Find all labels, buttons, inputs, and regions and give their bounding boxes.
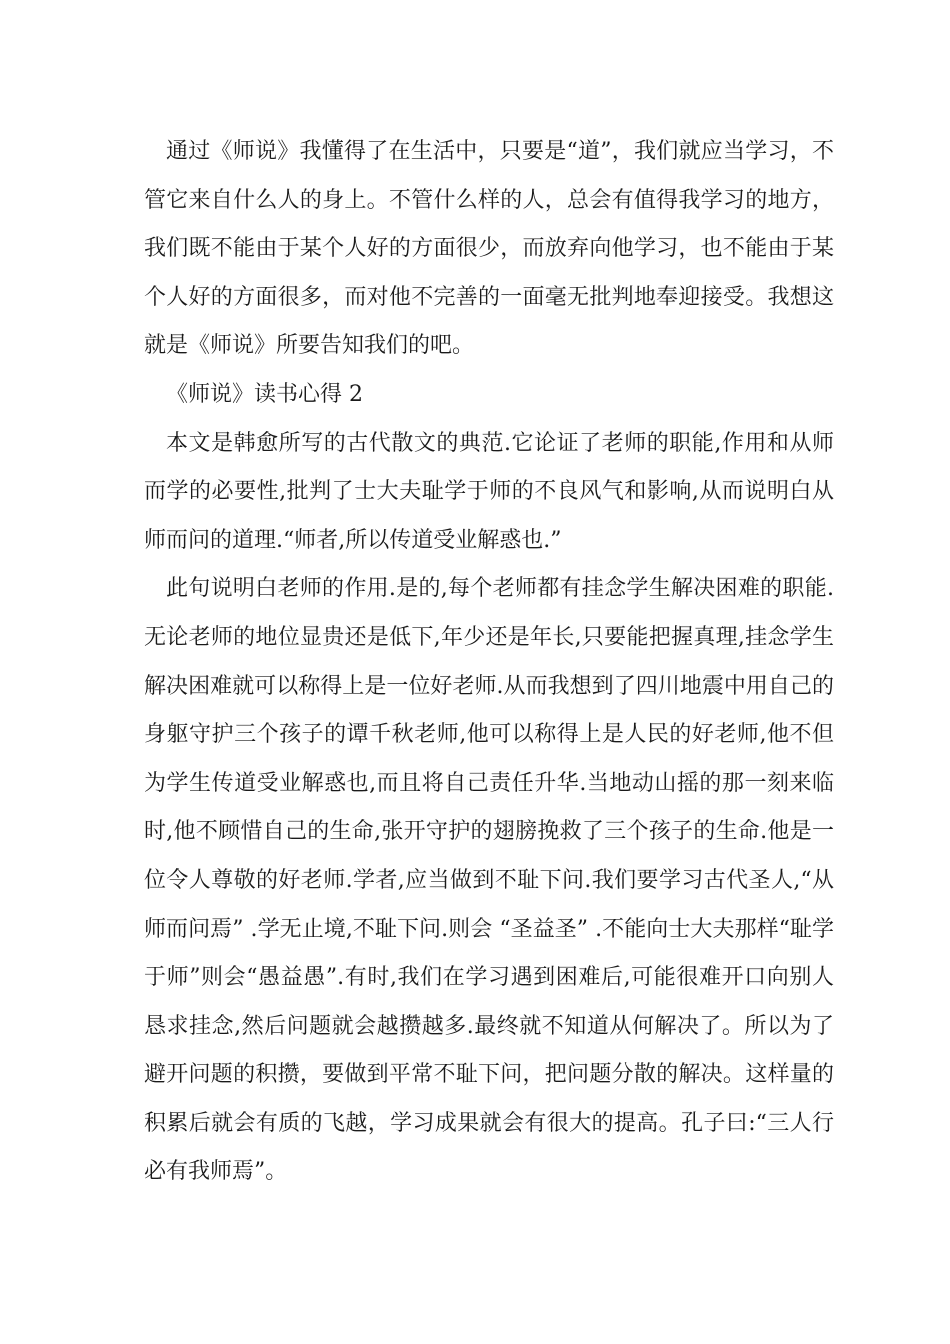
section-heading: 《师说》读书心得 2: [166, 381, 363, 407]
paragraph-teacher-role: 此句说明白老师的作用.是的,每个老师都有挂念学生解决困难的职能.无论老师的地位显贵还是低下,年少还是年长,只要能把握真理,挂念学生解决困难就可以称得上是一位好老师.从而我想到了四川地震中用自己的身躯守护三个孩子的谭千秋老师,他可以称得上是人民的好老师,他不但为学生传道受业解惑也,而且将自己责任升华.当地动山摇的那一刻来临时,他不顾惜自己的生命,张开守护的翅膀挽救了三个孩子的生命.他是一位令人尊敬的好老师.学者,应当做到不耻下问.我们要学习古代圣人,“从师而问焉” .学无止境,不耻下问.则会 “圣益圣” .不能向士大夫那样“耻学于师”则会“愚益愚”.有时,我们在学习遇到困难后,可能很难开口向别人恳求挂念,然后问题就会越攒越多.最终就不知道从何解决了。所以为了避开问题的积攒，要做到平常不耻下问，把问题分散的解决。这样量的积累后就会有质的飞越，学习成果就会有很大的提高。孔子曰:“三人行必有我师焉”。: [144, 576, 834, 1185]
paragraph-intro: 通过《师说》我懂得了在生活中，只要是“道”，我们就应当学习，不管它来自什么人的身上。不管什么样的人，总会有值得我学习的地方，我们既不能由于某个人好的方面很少，而放弃向他学习，也不能由于某个人好的方面很多，而对他不完善的一面毫无批判地奉迎接受。我想这就是《师说》所要告知我们的吧。: [144, 139, 834, 359]
document-body: [144, 128, 834, 1197]
paragraph-essay-summary: 本文是韩愈所写的古代散文的典范.它论证了老师的职能,作用和从师而学的必要性,批判了士大夫耻学于师的不良风气和影响,从而说明白从师而问的道理.“师者,所以传道受业解惑也.”: [144, 430, 834, 553]
